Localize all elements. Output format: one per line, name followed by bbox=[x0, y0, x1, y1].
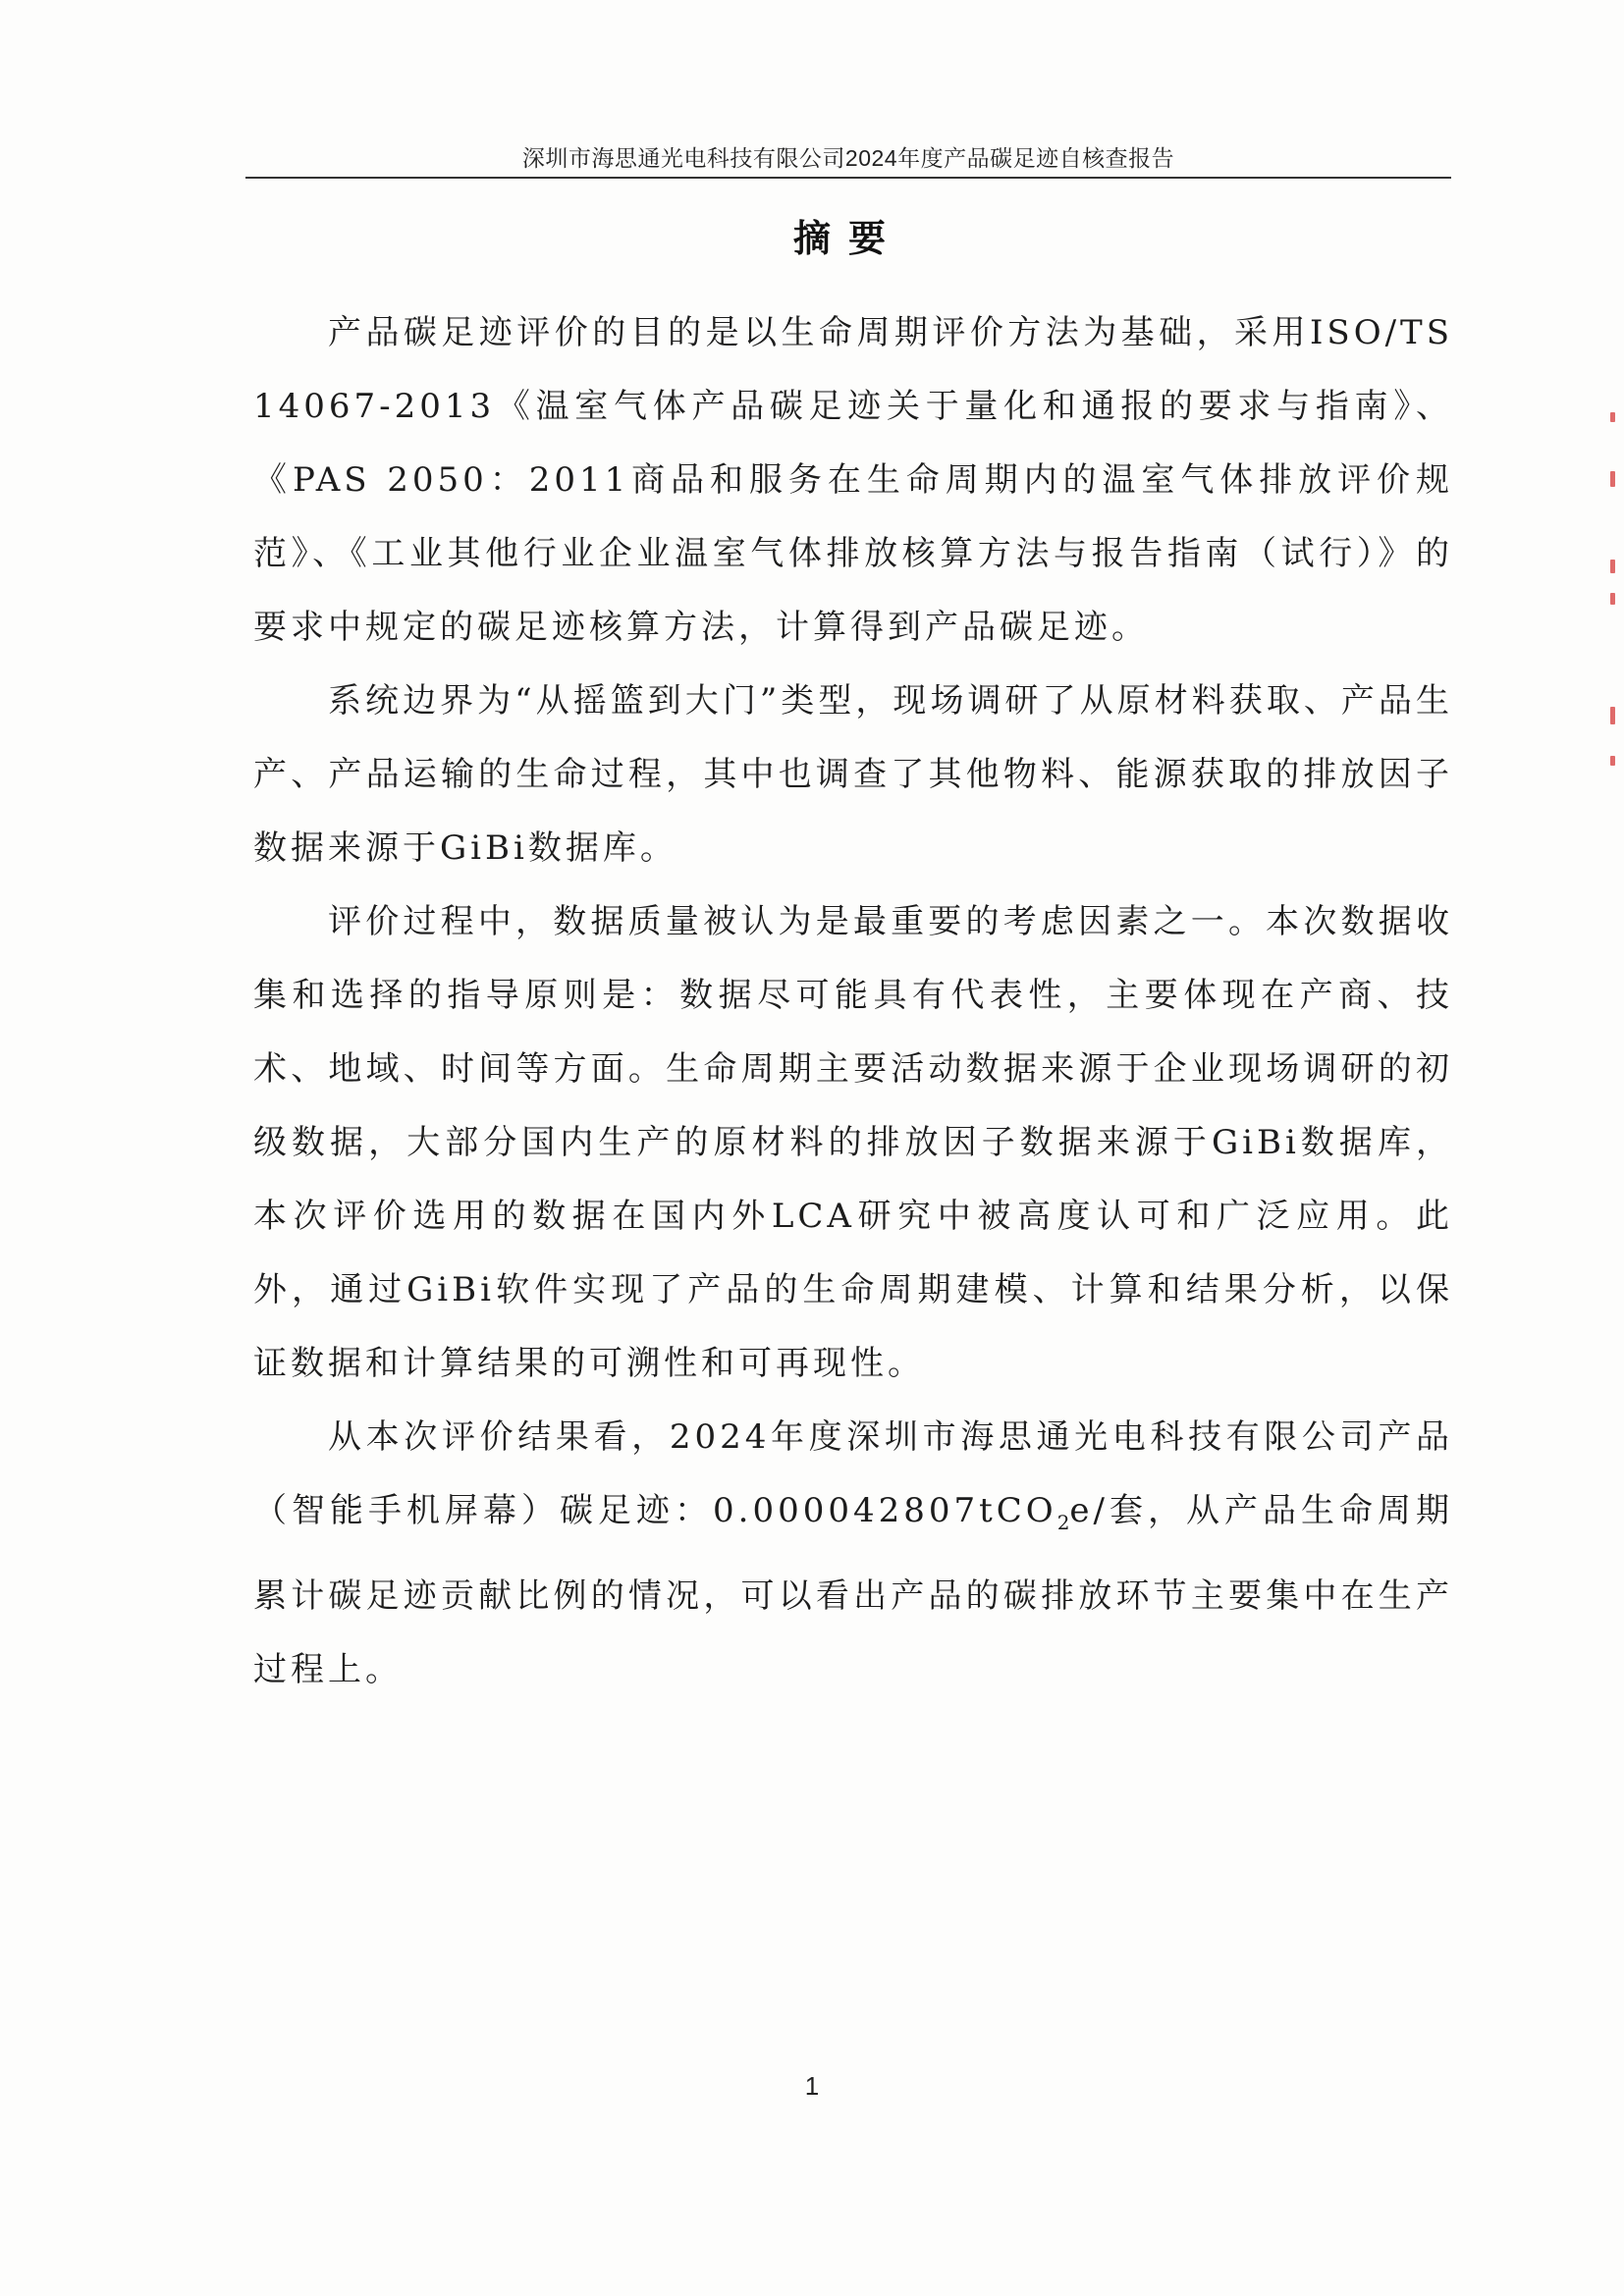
page-number: 1 bbox=[804, 2071, 820, 2101]
seal-fragment bbox=[1610, 593, 1615, 605]
seal-fragment bbox=[1610, 471, 1615, 487]
paragraph-system-boundary: 系统边界为“从摇篮到大门”类型，现场调研了从原材料获取、产品生产、产品运输的生命过程，其中也调查了其他物料、能源获取的排放因子数据来源于GiBi数据库。 bbox=[253, 681, 1453, 868]
result-text-after: e/套，从产品生命周期累计碳足迹贡献比例的情况，可以看出产品的碳排放环节主要集中在生产过程上。 bbox=[253, 1491, 1453, 1689]
result-text-before: 从本次评价结果看，2024年度深圳市海思通光电科技有限公司产品（智能手机屏幕）碳足迹：0.000042807tCO bbox=[253, 1417, 1453, 1530]
seal-fragment bbox=[1610, 560, 1615, 573]
paragraph-result bbox=[253, 1401, 1453, 1707]
co2-subscript: 2 bbox=[1056, 1510, 1070, 1534]
paragraph-data-quality: 评价过程中，数据质量被认为是最重要的考虑因素之一。本次数据收集和选择的指导原则是：数据尽可能具有代表性，主要体现在产商、技术、地域、时间等方面。生命周期主要活动数据来源于企业现场调研的初级数据，大部分国内生产的原材料的排放因子数据来源于GiBi数据库，本次评价选用的数据在国内外LCA研究中被高度认可和广泛应用。此外，通过GiBi软件实现了产品的生命周期建模、计算和结果分析，以保证数据和计算结果的可溯性和可再现性。 bbox=[253, 902, 1453, 1383]
header-divider bbox=[245, 177, 1451, 179]
seal-fragment bbox=[1610, 756, 1615, 766]
seal-fragment bbox=[1610, 412, 1615, 422]
abstract-body bbox=[253, 296, 1453, 1707]
paragraph-purpose: 产品碳足迹评价的目的是以生命周期评价方法为基础，采用ISO/TS 14067-2013《温室气体产品碳足迹关于量化和通报的要求与指南》、《PAS 2050：2011商品和服务在生命周期内的温室气体排放评价规范》、《工业其他行业企业温室气体排放核算方法与报告指南（试行）》的要求中规定的碳足迹核算方法，计算得到产品碳足迹。 bbox=[253, 313, 1453, 647]
seal-fragment bbox=[1610, 707, 1615, 724]
section-title: 摘要 bbox=[792, 217, 903, 260]
running-header: 深圳市海思通光电科技有限公司2024年度产品碳足迹自核查报告 bbox=[521, 145, 1175, 171]
